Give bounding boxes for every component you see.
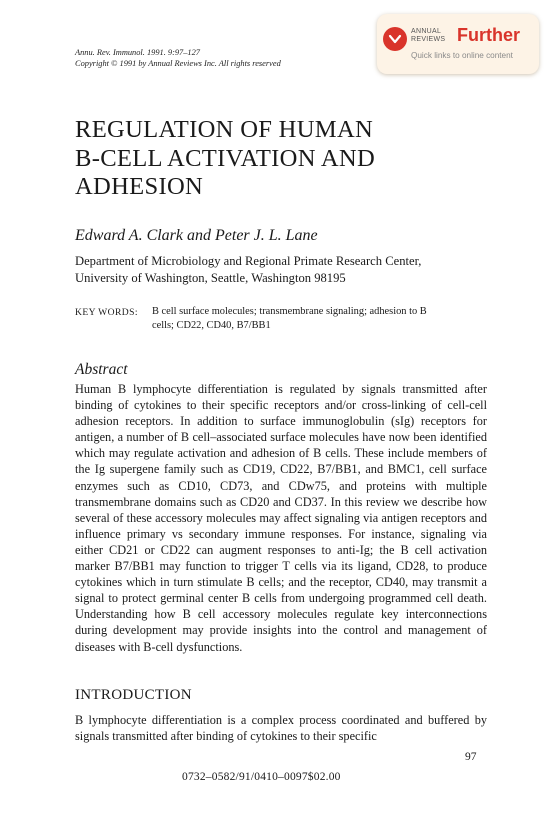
annual-reviews-further-badge[interactable] [377,14,539,74]
abstract-heading: Abstract [75,361,128,378]
keywords-line: cells; CD22, CD40, B7/BB1 [152,320,271,332]
article-title [75,116,495,202]
badge-quick-links-label[interactable]: Quick links to online content [411,51,513,60]
keywords-line: B cell surface molecules; transmembrane signaling; adhesion to B [152,306,427,317]
affiliation-line: Department of Microbiology and Regional Primate Research Center, [75,254,422,268]
title-line: ADHESION [75,173,204,200]
page-number: 97 [465,751,477,763]
article-authors: Edward A. Clark and Peter J. L. Lane [75,227,318,244]
keywords-text [152,305,488,334]
badge-annual-reviews-text [411,28,445,43]
journal-line: Annu. Rev. Immunol. 1991. 9:97–127 [75,48,200,57]
badge-further-label: Further [457,25,520,45]
keywords-label: KEY WORDS: [75,307,138,318]
annual-reviews-logo-icon [383,27,407,51]
abstract-body: Human B lymphocyte differentiation is regulated by signals transmitted after binding of cytokines to their specific receptors and/or cross-linking of cell-cell adhesion receptors. In addition to surface immunoglobulin (sIg) receptors for antigen, a number of B cell–associated surface molecules have now been identified which may regulate activation and adhesion of B cells. These include members of the Ig supergene family such as CD19, CD22, B7/BB1, and BMC1, cell surface enzymes such as CD10, CD73, and CDw75, and proteins with multiple transmembrane domains such as CD20 and CD37. In this review we describe how several of these accessory molecules may affect signaling via antigen receptors and influence primary vs secondary immune responses. For instance, signaling via either CD21 or CD22 can augment responses to anti-Ig; the B cell activation marker B7/BB1 may function to trigger T cells via its ligand, CD28, to produce cytokines which in turn stimulate B cells; and the receptor, CD40, may transmit a signal to protect germinal center B cells from undergoing programmed cell death. Understanding how B cell accessory molecules regulate key interconnections during development may provide insights into the control and management of diseases with B-cell dysfunctions. [75,382,487,654]
introduction-heading: INTRODUCTION [75,687,192,703]
title-line: B-CELL ACTIVATION AND [75,144,376,172]
introduction-body: B lymphocyte differentiation is a complex process coordinated and buffered by signals transmitted after binding of cytokines to their specific [75,713,487,744]
author-affiliation [75,253,495,286]
article-code: 0732–0582/91/0410–0097$02.00 [182,771,341,783]
title-line: REGULATION OF HUMAN [75,116,374,143]
journal-citation [75,48,375,69]
affiliation-line: University of Washington, Seattle, Washington 98195 [75,270,346,285]
badge-annual-label: ANNUAL [411,28,442,35]
copyright-line: Copyright © 1991 by Annual Reviews Inc. All rights reserved [75,58,281,68]
badge-reviews-label: REVIEWS [411,35,446,43]
